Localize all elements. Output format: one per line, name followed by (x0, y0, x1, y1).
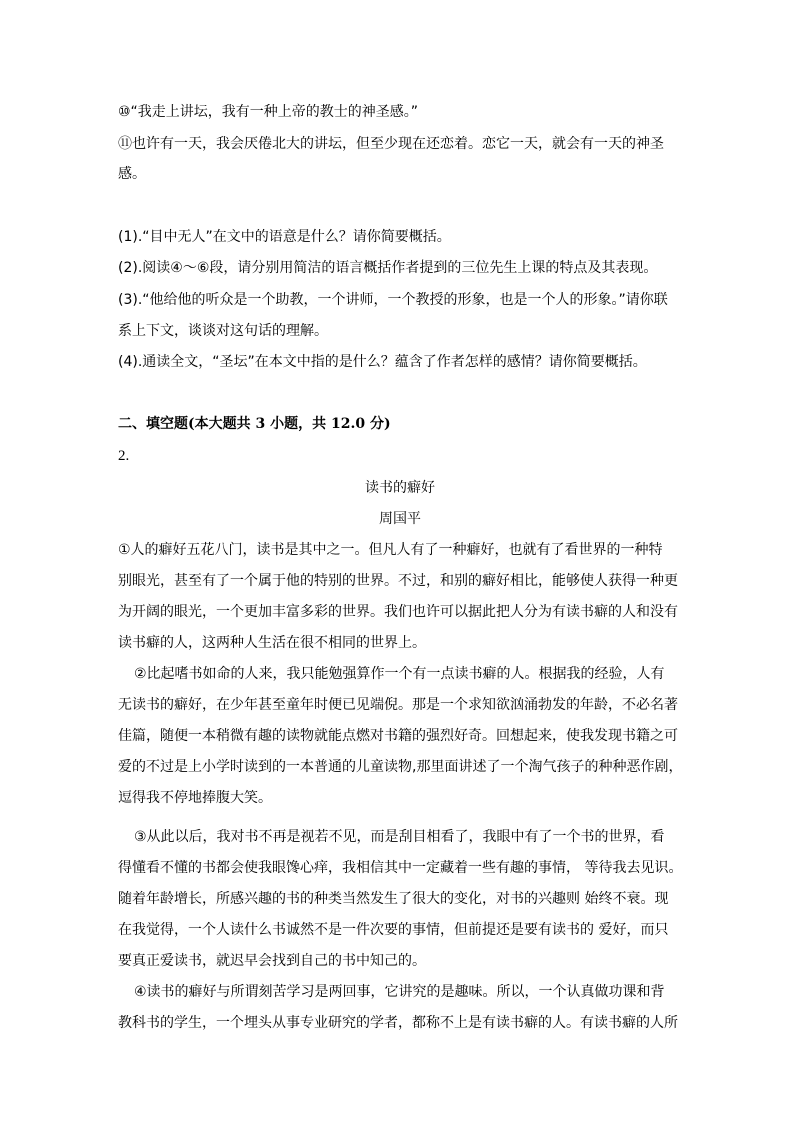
article-line: 为开阔的眼光，一个更加丰富多彩的世界。我们也许可以据此把人分为有读书癖的人和没有 (118, 604, 678, 620)
article-line: 得懂看不懂的书都会使我眼馋心痒，我相信其中一定藏着一些有趣的事情， 等待我去见识。 (118, 860, 682, 876)
article-title: 读书的癖好 (365, 480, 435, 496)
paragraph-10: ⑩“我走上讲坛，我有一种上帝的教士的神圣感。” (118, 104, 419, 120)
paragraph-11-line-2: 感。 (118, 166, 146, 182)
article-line: ③从此以后，我对书不再是视若不见，而是刮目相看了，我眼中有了一个书的世界，看 (134, 829, 665, 845)
article-line: 爱的不过是上小学时读到的一本普通的儿童读物,那里面讲述了一个淘气孩子的种种恶作剧， (118, 759, 682, 775)
article-line: 别眼光，甚至有了一个属于他的特别的世界。不过，和别的癖好相比，能够使人获得一种更 (118, 573, 678, 589)
question-3-line-1: (3).“他给他的听众是一个助教，一个讲师，一个教授的形象，也是一个人的形象。”请你联 (118, 292, 668, 308)
article-line: 逗得我不停地捧腹大笑。 (118, 790, 272, 806)
question-1: (1).“目中无人”在文中的语意是什么？请你简要概括。 (118, 229, 451, 245)
question-4: (4).通读全文，“圣坛”在本文中指的是什么？蕴含了作者怎样的感情？请你简要概括。 (118, 354, 647, 370)
question-2: (2).阅读④～⑥段，请分别用简洁的语言概括作者提到的三位先生上课的特点及其表现。 (118, 260, 658, 276)
question-number: 2. (118, 448, 130, 464)
article-line: ④读书的癖好与所谓刻苦学习是两回事，它讲究的是趣味。所以，一个认真做功课和背 (134, 984, 665, 1000)
article-line: ①人的癖好五花八门，读书是其中之一。但凡人有了一种癖好，也就有了看世界的一种特 (118, 542, 663, 558)
article-line: 佳篇，随便一本稍微有趣的读物就能点燃对书籍的强烈好奇。回想起来，使我发现书籍之可 (118, 728, 678, 744)
article-line: 在我觉得，一个人读什么书诚然不是一件次要的事情，但前提还是要有读书的 爱好，而只 (118, 922, 669, 938)
paragraph-11-line-1: ⑪也许有一天，我会厌倦北大的讲坛，但至少现在还恋着。恋它一天，就会有一天的神圣 (118, 136, 664, 152)
article-line: 无读书的癖好，在少年甚至童年时便已见端倪。那是一个求知欲汹涌勃发的年龄，不必名著 (118, 697, 678, 713)
section-heading: 二、填空题(本大题共 3 小题，共 12.0 分) (118, 416, 391, 432)
article-line: 教科书的学生，一个埋头从事专业研究的学者，都称不上是有读书癖的人。有读书癖的人所 (118, 1015, 678, 1031)
article-line: 随着年龄增长，所感兴趣的书的种类当然发生了很大的变化，对书的兴趣则 始终不衰。现 (118, 891, 669, 907)
question-3-line-2: 系上下文，谈谈对这句话的理解。 (118, 323, 328, 339)
article-author: 周国平 (379, 511, 421, 527)
article-line: 读书癖的人，这两种人生活在很不相同的世界上。 (118, 635, 426, 651)
article-line: ②比起嗜书如命的人来，我只能勉强算作一个有一点读书癖的人。根据我的经验，人有 (134, 666, 665, 682)
article-line: 要真正爱读书，就迟早会找到自己的书中知己的。 (118, 953, 426, 969)
